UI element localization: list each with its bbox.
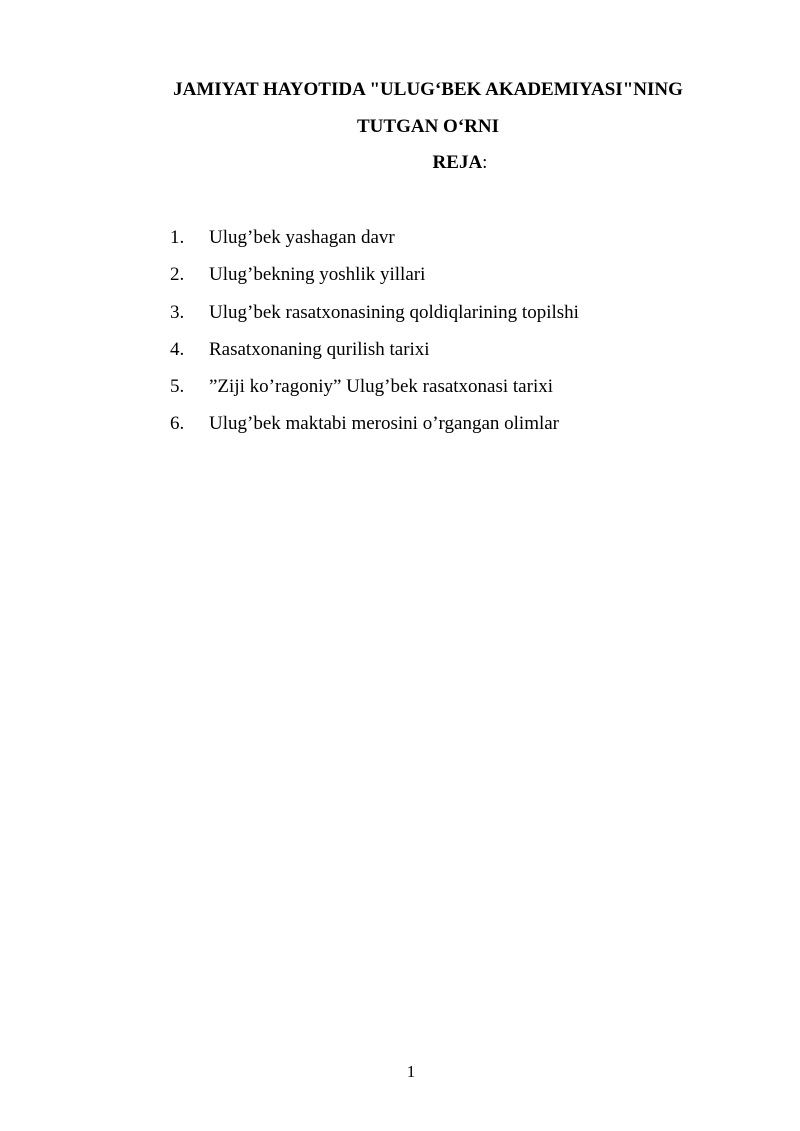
list-item bbox=[170, 375, 579, 412]
list-item-text: Ulug’bekning yoshlik yillari bbox=[209, 264, 426, 286]
list-item-number: 1. bbox=[170, 227, 185, 248]
list-item-number: 2. bbox=[170, 264, 185, 286]
document-title-line-1: JAMIYAT HAYOTIDA "ULUG‘BEK AKADEMIYASI"NING bbox=[173, 79, 683, 100]
list-item bbox=[170, 301, 579, 338]
list-item bbox=[170, 412, 579, 449]
list-item-number: 6. bbox=[170, 413, 185, 435]
list-item-number: 3. bbox=[170, 301, 185, 323]
list-item-number: 4. bbox=[170, 338, 185, 360]
list-item-text: ”Ziji ko’ragoniy” Ulug’bek rasatxonasi tarixi bbox=[209, 376, 554, 398]
page-number: 1 bbox=[406, 1062, 416, 1081]
list-item bbox=[170, 226, 579, 263]
list-item bbox=[170, 263, 579, 300]
plan-heading bbox=[0, 151, 800, 175]
plan-list bbox=[170, 226, 579, 450]
document-title-line-2: TUTGAN O‘RNI bbox=[357, 116, 499, 137]
list-item-number: 5. bbox=[170, 376, 185, 398]
list-item-text: Ulug’bek rasatxonasining qoldiqlarining topilshi bbox=[209, 301, 579, 323]
list-item bbox=[170, 338, 579, 375]
list-item-text: Ulug’bek maktabi merosini o’rgangan olimlar bbox=[209, 413, 560, 435]
list-item-text: Ulug’bek yashagan davr bbox=[209, 227, 395, 248]
plan-heading-colon: : bbox=[482, 152, 488, 173]
list-item-text: Rasatxonaning qurilish tarixi bbox=[209, 338, 430, 360]
plan-heading-label: REJA bbox=[432, 152, 483, 173]
